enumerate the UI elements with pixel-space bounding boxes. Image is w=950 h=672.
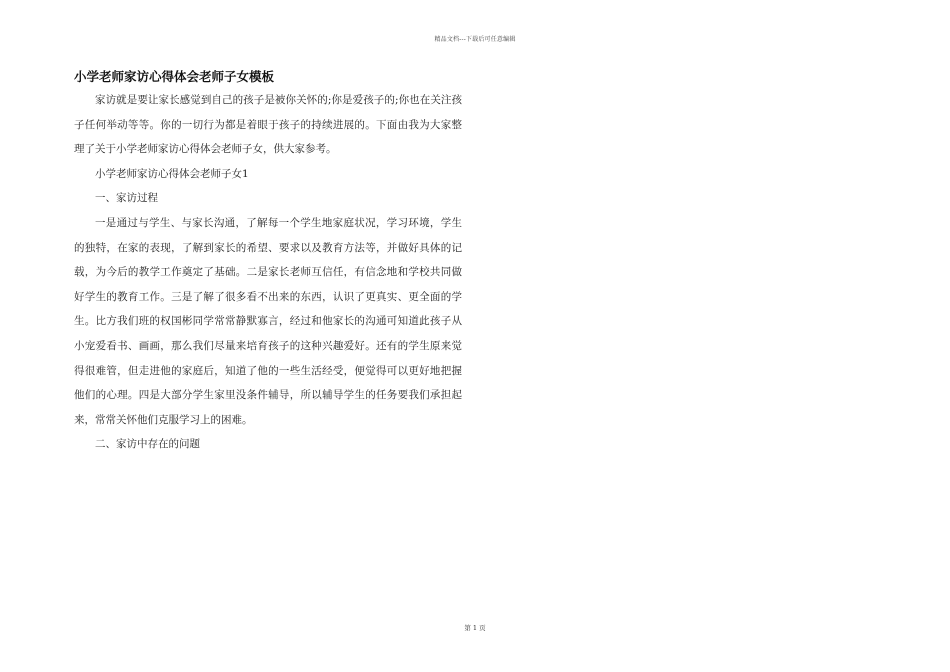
document-title: 小学老师家访心得体会老师子女模板 <box>74 69 275 84</box>
document-body <box>74 88 462 457</box>
page-number: 第 1 页 <box>464 624 486 632</box>
intro-paragraph: 家访就是要让家长感觉到自己的孩子是被你关怀的;你是爱孩子的;你也在关注孩子任何举动等等。你的一切行为都是着眼于孩子的持续进展的。下面由我为大家整理了关于小学老师家访心得体会老师子女，供大家参考。 <box>74 94 462 156</box>
visit-process-paragraph: 一是通过与学生、与家长沟通，了解每一个学生地家庭状况，学习环境，学生的独特，在家的表现，了解到家长的希望、要求以及教育方法等，并做好具体的记载，为今后的教学工作奠定了基础。二是家长老师互信任，有信念地和学校共同做好学生的教育工作。三是了解了很多看不出来的东西，认识了更真实、更全面的学生。比方我们班的权国彬同学常常静默寡言，经过和他家长的沟通可知道此孩子从小宠爱看书、画画，那么我们尽量来培育孩子的这种兴趣爱好。还有的学生原来觉得很难管，但走进他的家庭后，知道了他的一些生活经受，便觉得可以更好地把握他们的心理。四是大部分学生家里没条件辅导，所以辅导学生的任务要我们承担起来，常常关怀他们克服学习上的困难。 <box>74 216 462 426</box>
subheading-visit-problems: 二、家访中存在的问题 <box>95 438 200 451</box>
page-header: 精品文档---下载后可任意编辑 <box>434 36 516 43</box>
section-title-1: 小学老师家访心得体会老师子女1 <box>95 167 249 180</box>
subheading-visit-process: 一、家访过程 <box>95 192 158 205</box>
